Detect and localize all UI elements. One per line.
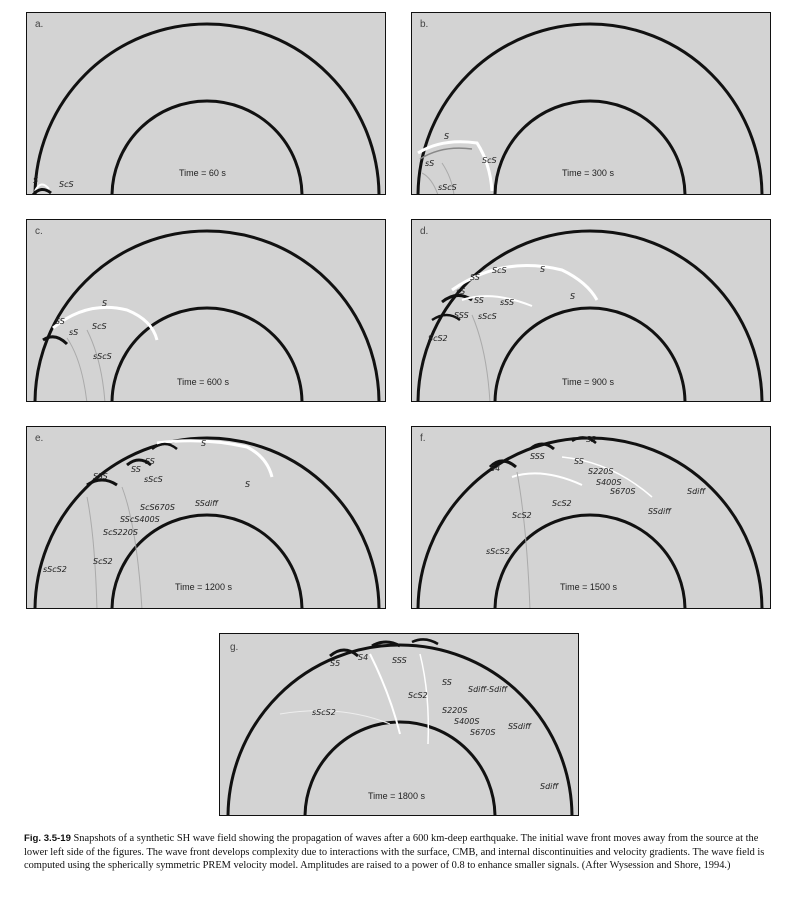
panel-label: c. (35, 226, 43, 237)
wave-label: sS (69, 328, 79, 337)
wave-label: S400S (454, 717, 480, 726)
panel-label: g. (230, 642, 239, 653)
wave-label: sSS (500, 298, 515, 307)
wave-label: SSS (93, 472, 108, 481)
wave-label: S (201, 439, 207, 448)
wave-label: S220S (588, 467, 614, 476)
wave-label: ScS2 (408, 691, 428, 700)
wave-label: S (102, 299, 108, 308)
wave-label: SS (474, 296, 484, 305)
panel-f (411, 426, 771, 609)
wave-label: S220S (442, 706, 468, 715)
wave-label: SS (442, 678, 452, 687)
wave-label: ScS220S (103, 528, 138, 537)
panel-label: e. (35, 433, 44, 444)
wave-label: ScS2 (552, 499, 572, 508)
wave-label: sScS (93, 352, 112, 361)
wave-label: SSdiff (195, 499, 218, 508)
wave-label: SScS400S (120, 515, 160, 524)
wave-label: SSdiff (508, 722, 531, 731)
wave-label: S670S (470, 728, 496, 737)
wave-label: SSdiff (648, 507, 671, 516)
earth-cross-section (27, 220, 386, 402)
wave-label: sScS2 (312, 708, 336, 717)
wave-label: SSS (454, 311, 469, 320)
figure-caption (24, 832, 784, 873)
wave-label: ScS2 (512, 511, 532, 520)
wave-label: ScS (92, 322, 107, 331)
time-label: Time = 60 s (179, 168, 226, 178)
wave-label: S670S (610, 487, 636, 496)
panel-e (26, 426, 386, 609)
wave-label: SS (470, 273, 480, 282)
wave-label: S400S (596, 478, 622, 487)
wave-label: ScS (482, 156, 497, 165)
wave-label: Sdiff-Sdiff (468, 685, 508, 694)
time-label: Time = 1800 s (368, 791, 425, 801)
time-label: Time = 1200 s (175, 582, 232, 592)
panel-label: f. (420, 433, 426, 444)
wave-label: S4 (358, 653, 369, 662)
wave-label: SS (131, 465, 141, 474)
caption-text: Snapshots of a synthetic SH wave field showing the propagation of waves after a 600 km-deep earthquake. The initial wave front moves away from the source at the lower left side of the figures. The wave front develops complexity due to interactions with the surface, CMB, and internal discontinuities and velocity gradients. The wave field is computed using the spherically symmetric PREM velocity model. Amplitudes are raised to a power of 0.8 to enhance smaller signals. (After Wysession and Shore, 1994.) (24, 833, 765, 872)
wave-label: SS (145, 457, 155, 466)
wave-label: ScS (59, 180, 74, 189)
wave-label: Sdiff (540, 782, 559, 791)
time-label: Time = 300 s (562, 168, 614, 178)
wave-label: Sdiff (687, 487, 706, 496)
wave-label: S (245, 480, 251, 489)
wave-label: SSS (530, 452, 545, 461)
panel-d (411, 219, 771, 402)
panel-label: b. (420, 19, 429, 30)
panel-a (26, 12, 386, 195)
wave-label: S (444, 132, 450, 141)
panel-b (411, 12, 771, 195)
wave-label: sS (456, 287, 466, 296)
wave-label: S (540, 265, 546, 274)
wave-label: sScS2 (486, 547, 510, 556)
wave-label: S5 (330, 659, 341, 668)
panel-label: a. (35, 19, 44, 30)
wave-label: S (33, 176, 39, 185)
wave-label: sScS2 (43, 565, 67, 574)
wave-label: ScS (492, 266, 507, 275)
wave-label: sScS (438, 183, 457, 192)
panel-label: d. (420, 226, 429, 237)
time-label: Time = 1500 s (560, 582, 617, 592)
time-label: Time = 600 s (177, 377, 229, 387)
wave-label: SS (586, 435, 596, 444)
wave-label: ScS2 (93, 557, 113, 566)
wave-label: sScS (478, 312, 497, 321)
wave-label: sScS (144, 475, 163, 484)
wave-label: SS (55, 317, 65, 326)
time-label: Time = 900 s (562, 377, 614, 387)
wave-label: ScS2 (428, 334, 448, 343)
wave-label: sS (425, 159, 435, 168)
wave-label: S (570, 292, 576, 301)
figure-label: Fig. 3.5-19 (24, 833, 71, 844)
panel-c (26, 219, 386, 402)
panel-g (219, 633, 579, 816)
wave-label: SSS (392, 656, 407, 665)
wave-label: ScS670S (140, 503, 175, 512)
wave-label: SS (574, 457, 584, 466)
wave-label: S4 (490, 464, 501, 473)
